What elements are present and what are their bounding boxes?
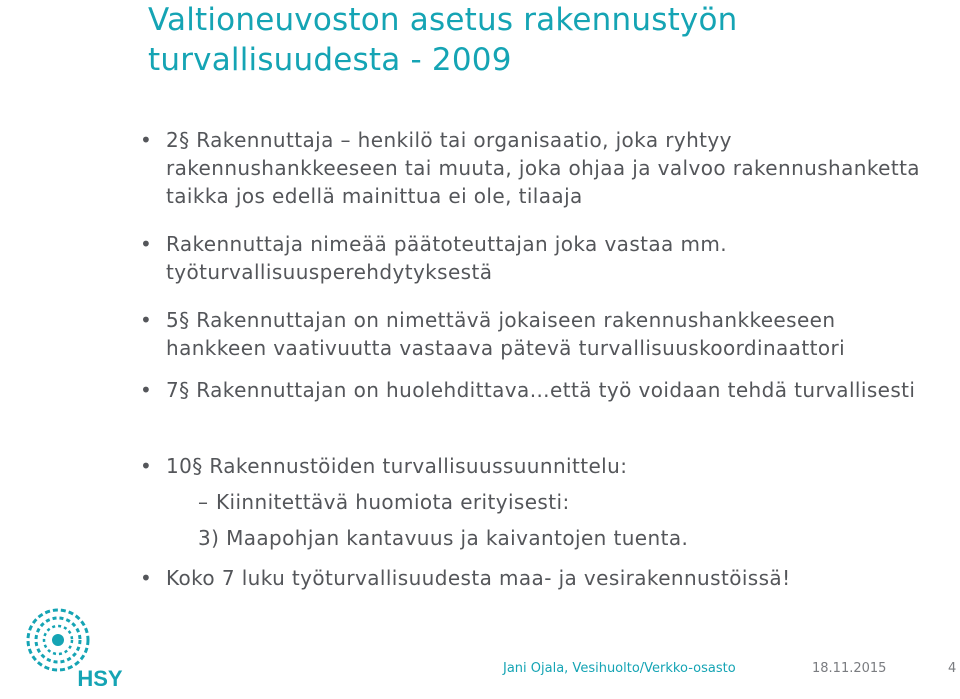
bullet-marker: • bbox=[140, 566, 153, 590]
footer-author: Jani Ojala, Vesihuolto/Verkko-osasto bbox=[503, 661, 736, 676]
dash-marker: – bbox=[198, 490, 209, 514]
bullet-item bbox=[140, 230, 940, 286]
footer-date: 18.11.2015 bbox=[812, 661, 887, 676]
bullet-text: Rakennuttaja nimeää päätoteuttajan joka vastaa mm. työturvallisuusperehdytyksestä bbox=[166, 232, 727, 284]
bullet-text: Koko 7 luku työturvallisuudesta maa- ja vesirakennustöissä! bbox=[166, 566, 791, 590]
logo-text: HSY bbox=[77, 666, 123, 691]
bullet-item bbox=[140, 306, 940, 362]
sub-item-text: 3) Maapohjan kantavuus ja kaivantojen tuenta. bbox=[198, 526, 689, 550]
page-number: 4 bbox=[948, 661, 957, 676]
bullet-text: 2§ Rakennuttaja – henkilö tai organisaatio, joka ryhtyy rakennushankkeeseen tai muuta, joka ohjaa ja valvoo rakennushanketta taikka jos edellä mainittua ei ole, tilaaja bbox=[166, 128, 920, 208]
hsy-logo-icon bbox=[6, 598, 128, 694]
bullet-item bbox=[140, 452, 940, 480]
bullet-text: 7§ Rakennuttajan on huolehdittava…että työ voidaan tehdä turvallisesti bbox=[166, 378, 916, 402]
bullet-marker: • bbox=[140, 308, 153, 332]
bullet-marker: • bbox=[140, 232, 153, 256]
slide-title: Valtioneuvoston asetus rakennustyön turvallisuudesta - 2009 bbox=[148, 2, 738, 78]
bullet-marker: • bbox=[140, 454, 153, 478]
bullet-item bbox=[140, 376, 940, 404]
bullet-text: 10§ Rakennustöiden turvallisuussuunnittelu: bbox=[166, 454, 628, 478]
bullet-item bbox=[140, 564, 940, 592]
sub-item bbox=[198, 488, 918, 516]
bullet-marker: • bbox=[140, 128, 153, 152]
bullet-item bbox=[140, 126, 940, 210]
bullet-text: 5§ Rakennuttajan on nimettävä jokaiseen rakennushankkeeseen hankkeen vaativuutta vastaava pätevä turvallisuuskoordinaattori bbox=[166, 308, 846, 360]
bullet-marker: • bbox=[140, 378, 153, 402]
sub-item-text: Kiinnitettävä huomiota erityisesti: bbox=[216, 490, 570, 514]
sub-item bbox=[198, 524, 918, 552]
